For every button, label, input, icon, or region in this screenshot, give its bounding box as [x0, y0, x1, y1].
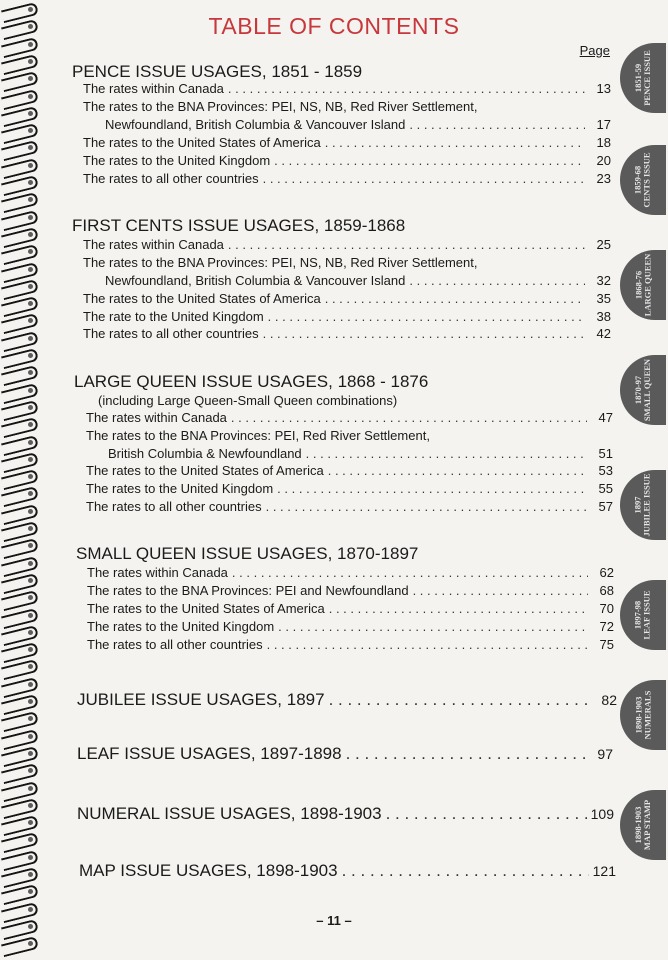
- row-label: The rates within Canada: [83, 81, 224, 96]
- thumb-tab-map-stamp[interactable]: [620, 790, 666, 860]
- dot-leader: [263, 325, 585, 343]
- dot-leader: [231, 409, 587, 427]
- toc-row[interactable]: [86, 480, 613, 498]
- binding-hole: [28, 215, 33, 220]
- section-title: SMALL QUEEN ISSUE USAGES, 1870-1897: [76, 544, 419, 563]
- row-label-continued: British Columbia & Newfoundland: [108, 446, 302, 461]
- row-label: The rates within Canada: [83, 237, 224, 252]
- page-number: 17: [596, 117, 611, 132]
- thumb-tab-numerals[interactable]: [620, 680, 666, 750]
- section-title: NUMERAL ISSUE USAGES, 1898-1903: [77, 804, 382, 823]
- thumb-tab-cents[interactable]: [620, 145, 666, 215]
- row-label: The rates to the BNA Provinces: PEI, NS, NB, Red River Settlement,: [83, 99, 478, 114]
- binding-hole: [28, 94, 33, 99]
- row-label: The rates to the United Kingdom: [86, 481, 274, 496]
- page-number: 57: [598, 499, 613, 514]
- row-label: The rates to the BNA Provinces: PEI, NS, NB, Red River Settlement,: [83, 255, 478, 270]
- section-title: LARGE QUEEN ISSUE USAGES, 1868 - 1876: [74, 372, 429, 391]
- toc-row[interactable]: [83, 170, 611, 188]
- row-label: The rates to the United States of America: [87, 601, 325, 616]
- thumb-tab-small-queen[interactable]: [620, 355, 666, 425]
- page-title: TABLE OF CONTENTS: [208, 13, 460, 39]
- page-number: 82: [601, 692, 617, 708]
- dot-leader: [267, 636, 588, 654]
- row-label: The rates within Canada: [87, 565, 228, 580]
- toc-row-continued[interactable]: [108, 445, 613, 463]
- dot-leader: [266, 498, 587, 516]
- page-number: 55: [598, 481, 613, 496]
- tab-label: 1851-59 PENCE ISSUE: [633, 50, 653, 106]
- page-number: 47: [598, 410, 613, 425]
- toc-row[interactable]: [83, 134, 611, 152]
- row-label: The rates to all other countries: [83, 171, 259, 186]
- binding-hole: [28, 630, 33, 635]
- page-number: 35: [596, 291, 611, 306]
- toc-section-row[interactable]: [79, 860, 616, 882]
- page-number: 38: [596, 309, 611, 324]
- binding-hole: [28, 526, 33, 531]
- binding-hole: [28, 111, 33, 116]
- dot-leader: [306, 445, 587, 463]
- row-label: The rates within Canada: [86, 410, 227, 425]
- binding-hole: [28, 336, 33, 341]
- binding-hole: [28, 284, 33, 289]
- binding-hole: [28, 751, 33, 756]
- toc-section-row[interactable]: [77, 803, 614, 825]
- row-label: The rates to all other countries: [83, 326, 259, 341]
- dot-leader: [346, 743, 587, 765]
- page-number: 68: [599, 583, 614, 598]
- section-title: FIRST CENTS ISSUE USAGES, 1859-1868: [72, 216, 406, 235]
- dot-leader: [268, 308, 585, 326]
- page-number: 121: [592, 863, 616, 879]
- toc-row[interactable]: [86, 498, 613, 516]
- thumb-tab-leaf[interactable]: [620, 580, 666, 650]
- page-number: 25: [596, 237, 611, 252]
- toc-row[interactable]: [87, 600, 614, 618]
- page-number: 42: [596, 326, 611, 341]
- dot-leader: [413, 582, 588, 600]
- dot-leader: [232, 564, 588, 582]
- tab-label: 1898-1903 NUMERALS: [633, 690, 652, 740]
- row-label: The rates to the United Kingdom: [83, 153, 271, 168]
- page-column-header: Page: [579, 43, 610, 58]
- page-number: 109: [590, 806, 614, 822]
- dot-leader: [274, 152, 585, 170]
- tab-label: 1859-68 CENTS ISSUE: [633, 152, 653, 208]
- toc-row-continued[interactable]: [105, 116, 611, 134]
- section-title: MAP ISSUE USAGES, 1898-1903: [79, 861, 338, 880]
- dot-leader: [228, 236, 585, 254]
- dot-leader: [409, 272, 585, 290]
- thumb-tab-pence[interactable]: [620, 43, 666, 113]
- dot-leader: [228, 80, 585, 98]
- binding-hole: [28, 457, 33, 462]
- dot-leader: [329, 689, 591, 711]
- binding-hole: [28, 7, 33, 12]
- row-label: The rates to the BNA Provinces: PEI, Red River Settlement,: [86, 428, 430, 443]
- page-number: 70: [599, 601, 614, 616]
- binding-hole: [28, 907, 33, 912]
- toc-row[interactable]: [83, 152, 611, 170]
- section-title: LEAF ISSUE USAGES, 1897-1898: [77, 744, 342, 763]
- toc-row[interactable]: [83, 290, 611, 308]
- toc-row[interactable]: [83, 308, 611, 326]
- toc-section-row[interactable]: [77, 743, 613, 765]
- page-number: 13: [596, 81, 611, 96]
- page-number: 75: [599, 637, 614, 652]
- binding-hole: [28, 440, 33, 445]
- tab-label: 1868-76 LARGE QUEEN: [633, 253, 652, 317]
- binding-hole: [28, 578, 33, 583]
- page-number: 97: [597, 746, 613, 762]
- toc-row[interactable]: [87, 582, 614, 600]
- toc-row[interactable]: [83, 236, 611, 254]
- page-number: 72: [599, 619, 614, 634]
- binding-hole: [28, 803, 33, 808]
- binding-hole: [28, 509, 33, 514]
- page-number: 53: [598, 463, 613, 478]
- row-label: The rates to the United States of America: [83, 135, 321, 150]
- page-number: 62: [599, 565, 614, 580]
- row-label-continued: Newfoundland, British Columbia & Vancouver Island: [105, 117, 406, 132]
- toc-row[interactable]: [86, 427, 613, 445]
- dot-leader: [386, 803, 587, 825]
- dot-leader: [278, 618, 588, 636]
- dot-leader: [409, 116, 585, 134]
- row-label: The rate to the United Kingdom: [83, 309, 264, 324]
- page-number: 20: [596, 153, 611, 168]
- binding-hole: [28, 734, 33, 739]
- dot-leader: [328, 462, 587, 480]
- binding-hole: [28, 353, 33, 358]
- binding-hole: [28, 163, 33, 168]
- tab-label: 1870-97 SMALL QUEEN: [633, 358, 652, 422]
- page-number: 18: [596, 135, 611, 150]
- page-number-footer: – 11 –: [316, 913, 352, 928]
- toc-row[interactable]: [83, 325, 611, 343]
- toc-row[interactable]: [87, 564, 614, 582]
- row-label: The rates to the United Kingdom: [87, 619, 275, 634]
- row-label: The rates to the BNA Provinces: PEI and Newfoundland: [87, 583, 409, 598]
- toc-row[interactable]: [83, 254, 611, 272]
- binding-hole: [28, 699, 33, 704]
- dot-leader: [329, 600, 588, 618]
- row-label: The rates to the United States of America: [83, 291, 321, 306]
- section-subtitle: (including Large Queen-Small Queen combinations): [98, 393, 398, 408]
- page-number: 23: [596, 171, 611, 186]
- section-title: JUBILEE ISSUE USAGES, 1897: [77, 690, 325, 709]
- tab-label: 1897-98 LEAF ISSUE: [633, 590, 652, 640]
- tab-label: 1897 JUBILEE ISSUE: [633, 473, 653, 537]
- page-number: 32: [596, 273, 611, 288]
- dot-leader: [277, 480, 587, 498]
- binding-hole: [28, 872, 33, 877]
- binding-hole: [28, 561, 33, 566]
- toc-row[interactable]: [87, 636, 614, 654]
- row-label: The rates to all other countries: [87, 637, 263, 652]
- binding-hole: [28, 267, 33, 272]
- binding-hole: [28, 42, 33, 47]
- row-label: The rates to the United States of America: [86, 463, 324, 478]
- dot-leader: [342, 860, 589, 882]
- toc-row[interactable]: [86, 462, 613, 480]
- thumb-tab-jubilee[interactable]: [620, 470, 666, 540]
- toc-row[interactable]: [87, 618, 614, 636]
- toc-row[interactable]: [83, 80, 611, 98]
- binding-hole: [28, 59, 33, 64]
- tab-label: 1898-1903 MAP STAMP: [633, 799, 653, 851]
- dot-leader: [263, 170, 585, 188]
- binding-hole: [28, 786, 33, 791]
- toc-row-continued[interactable]: [105, 272, 611, 290]
- binding-hole: [28, 180, 33, 185]
- page-number: 51: [598, 446, 613, 461]
- binding-hole: [28, 855, 33, 860]
- binding-hole: [28, 682, 33, 687]
- binding-hole: [28, 613, 33, 618]
- binding-hole: [28, 388, 33, 393]
- binding-hole: [28, 405, 33, 410]
- row-label-continued: Newfoundland, British Columbia & Vancouver Island: [105, 273, 406, 288]
- toc-section-row[interactable]: [77, 689, 617, 711]
- dot-leader: [325, 134, 585, 152]
- thumb-tab-large-queen[interactable]: [620, 250, 666, 320]
- spiral-binding: [0, 0, 40, 960]
- binding-hole: [28, 232, 33, 237]
- toc-row[interactable]: [86, 409, 613, 427]
- row-label: The rates to all other countries: [86, 499, 262, 514]
- dot-leader: [325, 290, 585, 308]
- section-title: PENCE ISSUE USAGES, 1851 - 1859: [72, 62, 363, 81]
- toc-row[interactable]: [83, 98, 611, 116]
